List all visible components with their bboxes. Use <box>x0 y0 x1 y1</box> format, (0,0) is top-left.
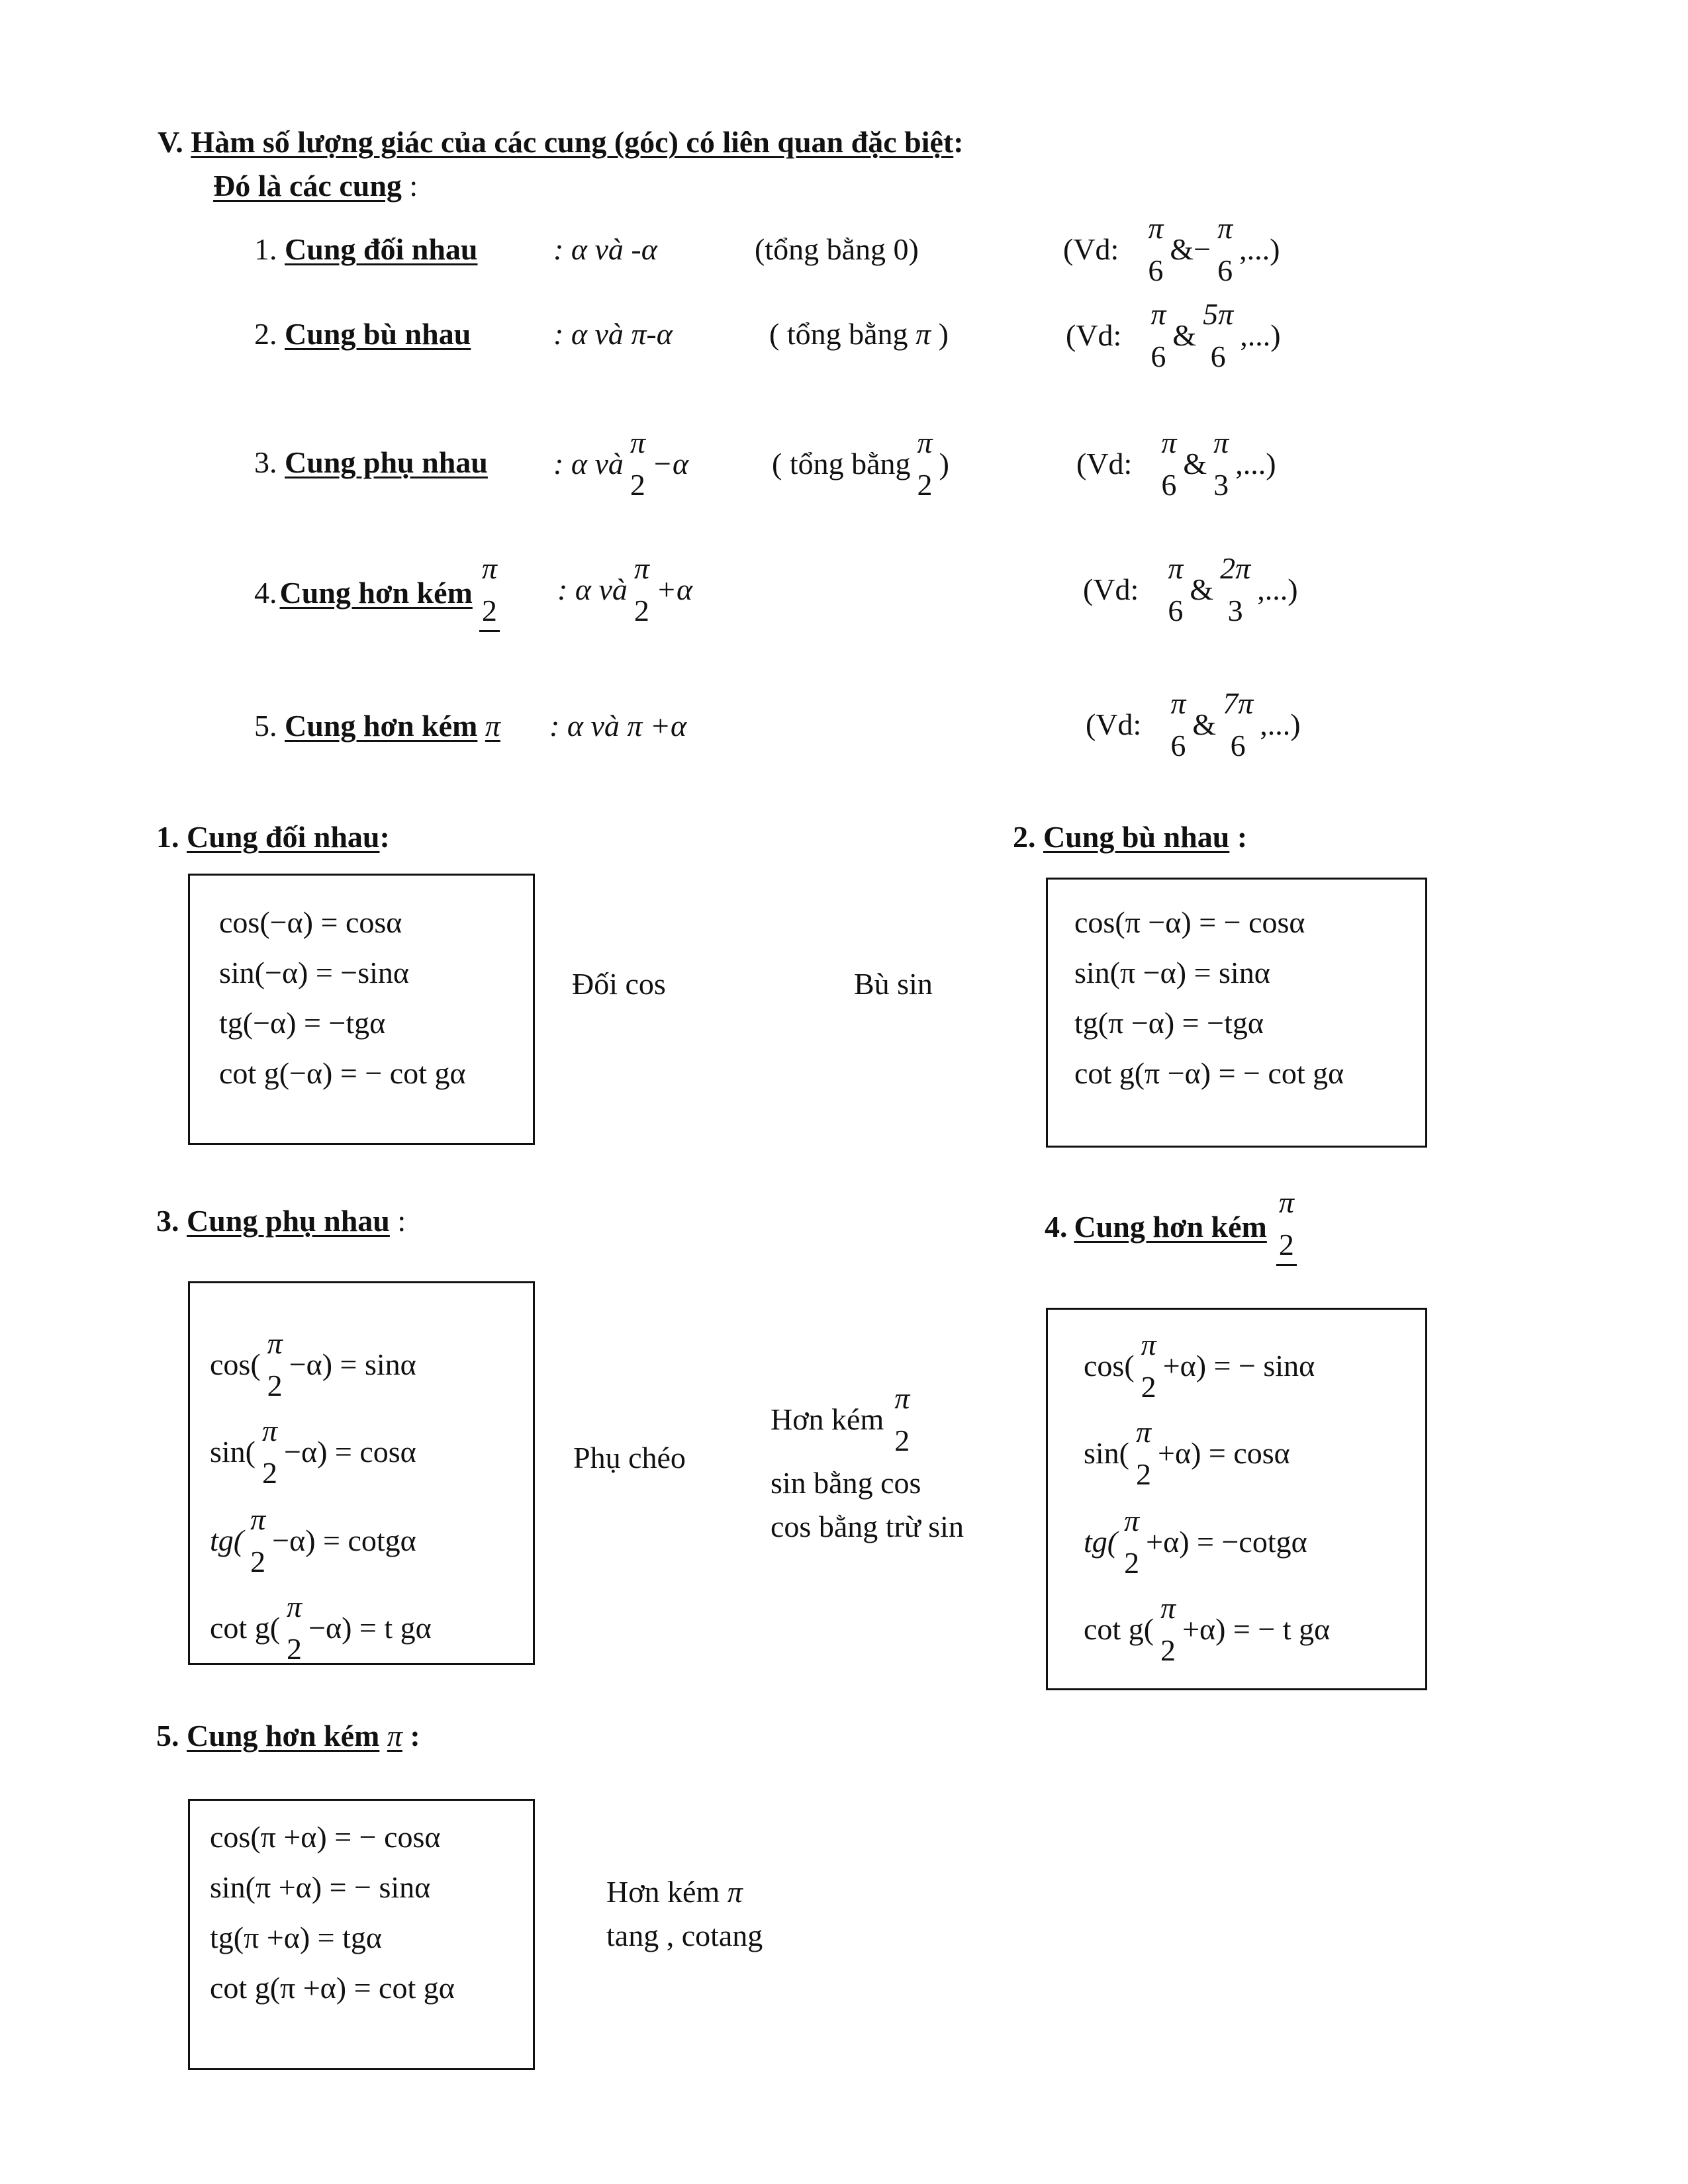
section-4-heading <box>1045 1187 1301 1266</box>
ellipsis: ,...) <box>1240 318 1281 352</box>
note-hon-kem-label: Hơn kém <box>771 1402 884 1436</box>
fraction-7pi-6: 7π 6 <box>1223 686 1254 762</box>
section-colon: : <box>402 1719 420 1752</box>
section-number: 1. <box>156 820 179 854</box>
fraction-pi-6: π 6 <box>1161 426 1177 502</box>
sum-prefix: ( tổng bằng <box>772 447 911 480</box>
section-1-heading <box>156 822 390 852</box>
fraction-pi-2: π 2 <box>633 551 649 627</box>
fraction-pi-2: π 2 <box>250 1502 266 1578</box>
box-cung-bu-nhau <box>1046 878 1427 1148</box>
ampersand: & <box>1170 232 1194 266</box>
pi-symbol: π <box>485 709 500 743</box>
formula-line: cot g(−α) = − cot gα <box>219 1056 466 1090</box>
pi-symbol: π <box>727 1875 743 1909</box>
relation-prefix: : α và <box>553 447 624 480</box>
formula-line: sin(−α) = −sinα <box>219 956 410 989</box>
note-hon-kem-pi-2 <box>771 1383 916 1456</box>
fraction-pi-2: π 2 <box>1141 1328 1156 1404</box>
title-text: Hàm số lượng giác của các cung (góc) có liên quan đặc biệt <box>191 125 954 159</box>
ampersand: & <box>1190 572 1214 606</box>
fraction-pi-2: π 2 <box>262 1414 278 1490</box>
intro-item-3-relation <box>553 428 688 500</box>
box-cung-hon-kem-pi <box>188 1799 535 2070</box>
ellipsis: ,...) <box>1235 447 1276 480</box>
formula-line: tg(π +α) = tgα <box>210 1921 383 1954</box>
example-label: (Vd: <box>1083 572 1139 606</box>
formula-line: sin(π +α) = − sinα <box>210 1870 431 1904</box>
ellipsis: ,...) <box>1239 232 1280 266</box>
note-doi-cos: Đối cos <box>572 967 666 1001</box>
formula-line: cos( π 2 +α) = − sinα <box>1084 1328 1315 1404</box>
note-sin-bang-cos: sin bằng cos <box>771 1466 921 1500</box>
item-name: Cung hơn kém <box>285 709 478 743</box>
section-colon: : <box>389 1204 406 1238</box>
title-colon: : <box>953 125 964 159</box>
example-label: (Vd: <box>1063 232 1119 266</box>
fraction-pi-2: π 2 <box>1276 1187 1297 1266</box>
note-cos-bang-tru-sin: cos bằng trừ sin <box>771 1510 964 1543</box>
box-cung-doi-nhau <box>188 874 535 1145</box>
item-number: 1. <box>254 232 277 266</box>
fraction-pi-2: π 2 <box>267 1326 283 1402</box>
section-name: Cung phụ nhau <box>187 1204 390 1238</box>
roman-numeral: V. <box>158 125 183 159</box>
formula-line: sin( π 2 −α) = cosα <box>210 1414 416 1490</box>
formula-line: cot g(π −α) = − cot gα <box>1074 1056 1344 1090</box>
relation-suffix: +α <box>655 572 693 606</box>
intro-item-4-example <box>1083 553 1298 626</box>
relation-prefix: : α và <box>557 572 628 606</box>
intro-item-2-sum <box>769 319 949 349</box>
intro-item-3 <box>254 447 488 478</box>
intro-item-5-example <box>1086 688 1301 761</box>
formula-line: cot g( π 2 +α) = − t gα <box>1084 1591 1331 1667</box>
section-colon: : <box>1229 820 1248 854</box>
formula-line: cos(−α) = cosα <box>219 905 402 939</box>
fraction-pi-3: π 3 <box>1213 426 1229 502</box>
fraction-2pi-3: 2π 3 <box>1220 551 1251 627</box>
subtitle-colon: : <box>401 169 418 203</box>
item-number: 2. <box>254 317 277 351</box>
box-cung-phu-nhau <box>188 1281 535 1665</box>
item-name: Cung phụ nhau <box>285 445 488 479</box>
intro-item-2-example <box>1066 299 1281 372</box>
fraction-5pi-6: 5π 6 <box>1203 297 1234 373</box>
ellipsis: ,...) <box>1257 572 1298 606</box>
item-name: Cung hơn kém <box>279 575 473 610</box>
intro-item-4-relation <box>557 553 692 626</box>
ampersand: & <box>1183 447 1207 480</box>
fraction-pi-2: π 2 <box>287 1590 303 1666</box>
fraction-pi-6: π 6 <box>1217 211 1233 287</box>
box-cung-hon-kem-pi-2 <box>1046 1308 1427 1690</box>
item-name: Cung bù nhau <box>285 317 471 351</box>
intro-item-4 <box>254 553 504 632</box>
fraction-pi-2: π 2 <box>894 1381 910 1457</box>
note-tang-cotang: tang , cotang <box>606 1919 763 1952</box>
sum-suffix: ) <box>939 447 949 480</box>
item-name: Cung đối nhau <box>285 232 478 266</box>
item-number: 3. <box>254 445 277 479</box>
fraction-pi-2: π 2 <box>917 426 933 502</box>
formula-line: tg(π −α) = −tgα <box>1074 1006 1264 1040</box>
note-hon-kem-pi <box>606 1877 743 1907</box>
fraction-pi-2: π 2 <box>479 553 500 632</box>
intro-item-5-relation: : α và π +α <box>549 709 687 743</box>
fraction-pi-6: π 6 <box>1150 297 1166 373</box>
formula-line: tg( π 2 +α) = −cotgα <box>1084 1504 1307 1580</box>
sum-prefix: ( tổng bằng <box>769 317 916 351</box>
section-3-heading <box>156 1206 406 1236</box>
section-number: 4. <box>1045 1209 1068 1244</box>
section-name: Cung hơn kém <box>187 1719 380 1752</box>
intro-item-3-example <box>1076 428 1276 500</box>
intro-item-3-sum <box>772 428 949 500</box>
intro-item-5 <box>254 711 500 741</box>
formula-line: sin( π 2 +α) = cosα <box>1084 1415 1290 1491</box>
intro-item-1-example <box>1063 213 1280 286</box>
section-colon: : <box>379 820 390 854</box>
page-title <box>158 127 964 158</box>
ampersand: & <box>1172 318 1197 352</box>
sum-suffix: ) <box>931 317 949 351</box>
ampersand: & <box>1192 707 1217 741</box>
section-name: Cung đối nhau <box>187 820 380 854</box>
formula-line: cos(π +α) = − cosα <box>210 1820 441 1854</box>
section-name: Cung bù nhau <box>1043 820 1230 854</box>
intro-item-1-relation: : α và -α <box>553 232 657 266</box>
example-label: (Vd: <box>1066 318 1122 352</box>
intro-item-1-sum: (tổng bằng 0) <box>755 232 919 266</box>
section-number: 5. <box>156 1719 179 1752</box>
fraction-pi-6: π 6 <box>1168 551 1184 627</box>
section-number: 2. <box>1013 820 1036 854</box>
formula-line: tg(−α) = −tgα <box>219 1006 386 1040</box>
subtitle-text: Đó là các cung <box>213 169 402 203</box>
pi-symbol: π <box>387 1719 402 1752</box>
item-number: 5. <box>254 709 277 743</box>
formula-line: cot g( π 2 −α) = t gα <box>210 1590 432 1666</box>
fraction-pi-2: π 2 <box>1124 1504 1140 1580</box>
formula-line: cos(π −α) = − cosα <box>1074 905 1305 939</box>
note-bu-sin: Bù sin <box>854 967 933 1001</box>
subtitle <box>213 171 418 201</box>
relation-suffix: −α <box>651 447 689 480</box>
section-2-heading <box>1013 822 1247 852</box>
formula-line: sin(π −α) = sinα <box>1074 956 1270 989</box>
fraction-pi-2: π 2 <box>1160 1591 1176 1667</box>
minus-sign: − <box>1194 232 1211 266</box>
example-label: (Vd: <box>1086 707 1142 741</box>
formula-line: cos( π 2 −α) = sinα <box>210 1326 416 1402</box>
fraction-pi-6: π 6 <box>1148 211 1164 287</box>
formula-line: cot g(π +α) = cot gα <box>210 1971 455 2005</box>
section-5-heading <box>156 1721 420 1751</box>
section-number: 3. <box>156 1204 179 1238</box>
intro-item-1 <box>254 234 478 265</box>
intro-item-2-relation: : α và π-α <box>553 317 673 351</box>
formula-line: tg( π 2 −α) = cotgα <box>210 1502 416 1578</box>
note-hon-kem-label: Hơn kém <box>606 1875 720 1909</box>
fraction-pi-6: π 6 <box>1170 686 1186 762</box>
note-phu-cheo: Phụ chéo <box>573 1441 686 1475</box>
intro-item-2 <box>254 319 471 349</box>
fraction-pi-2: π 2 <box>630 426 645 502</box>
pi-symbol: π <box>915 317 931 351</box>
ellipsis: ,...) <box>1260 707 1301 741</box>
section-name: Cung hơn kém <box>1074 1209 1267 1244</box>
item-number: 4. <box>254 575 277 610</box>
example-label: (Vd: <box>1076 447 1133 480</box>
fraction-pi-2: π 2 <box>1136 1415 1152 1491</box>
